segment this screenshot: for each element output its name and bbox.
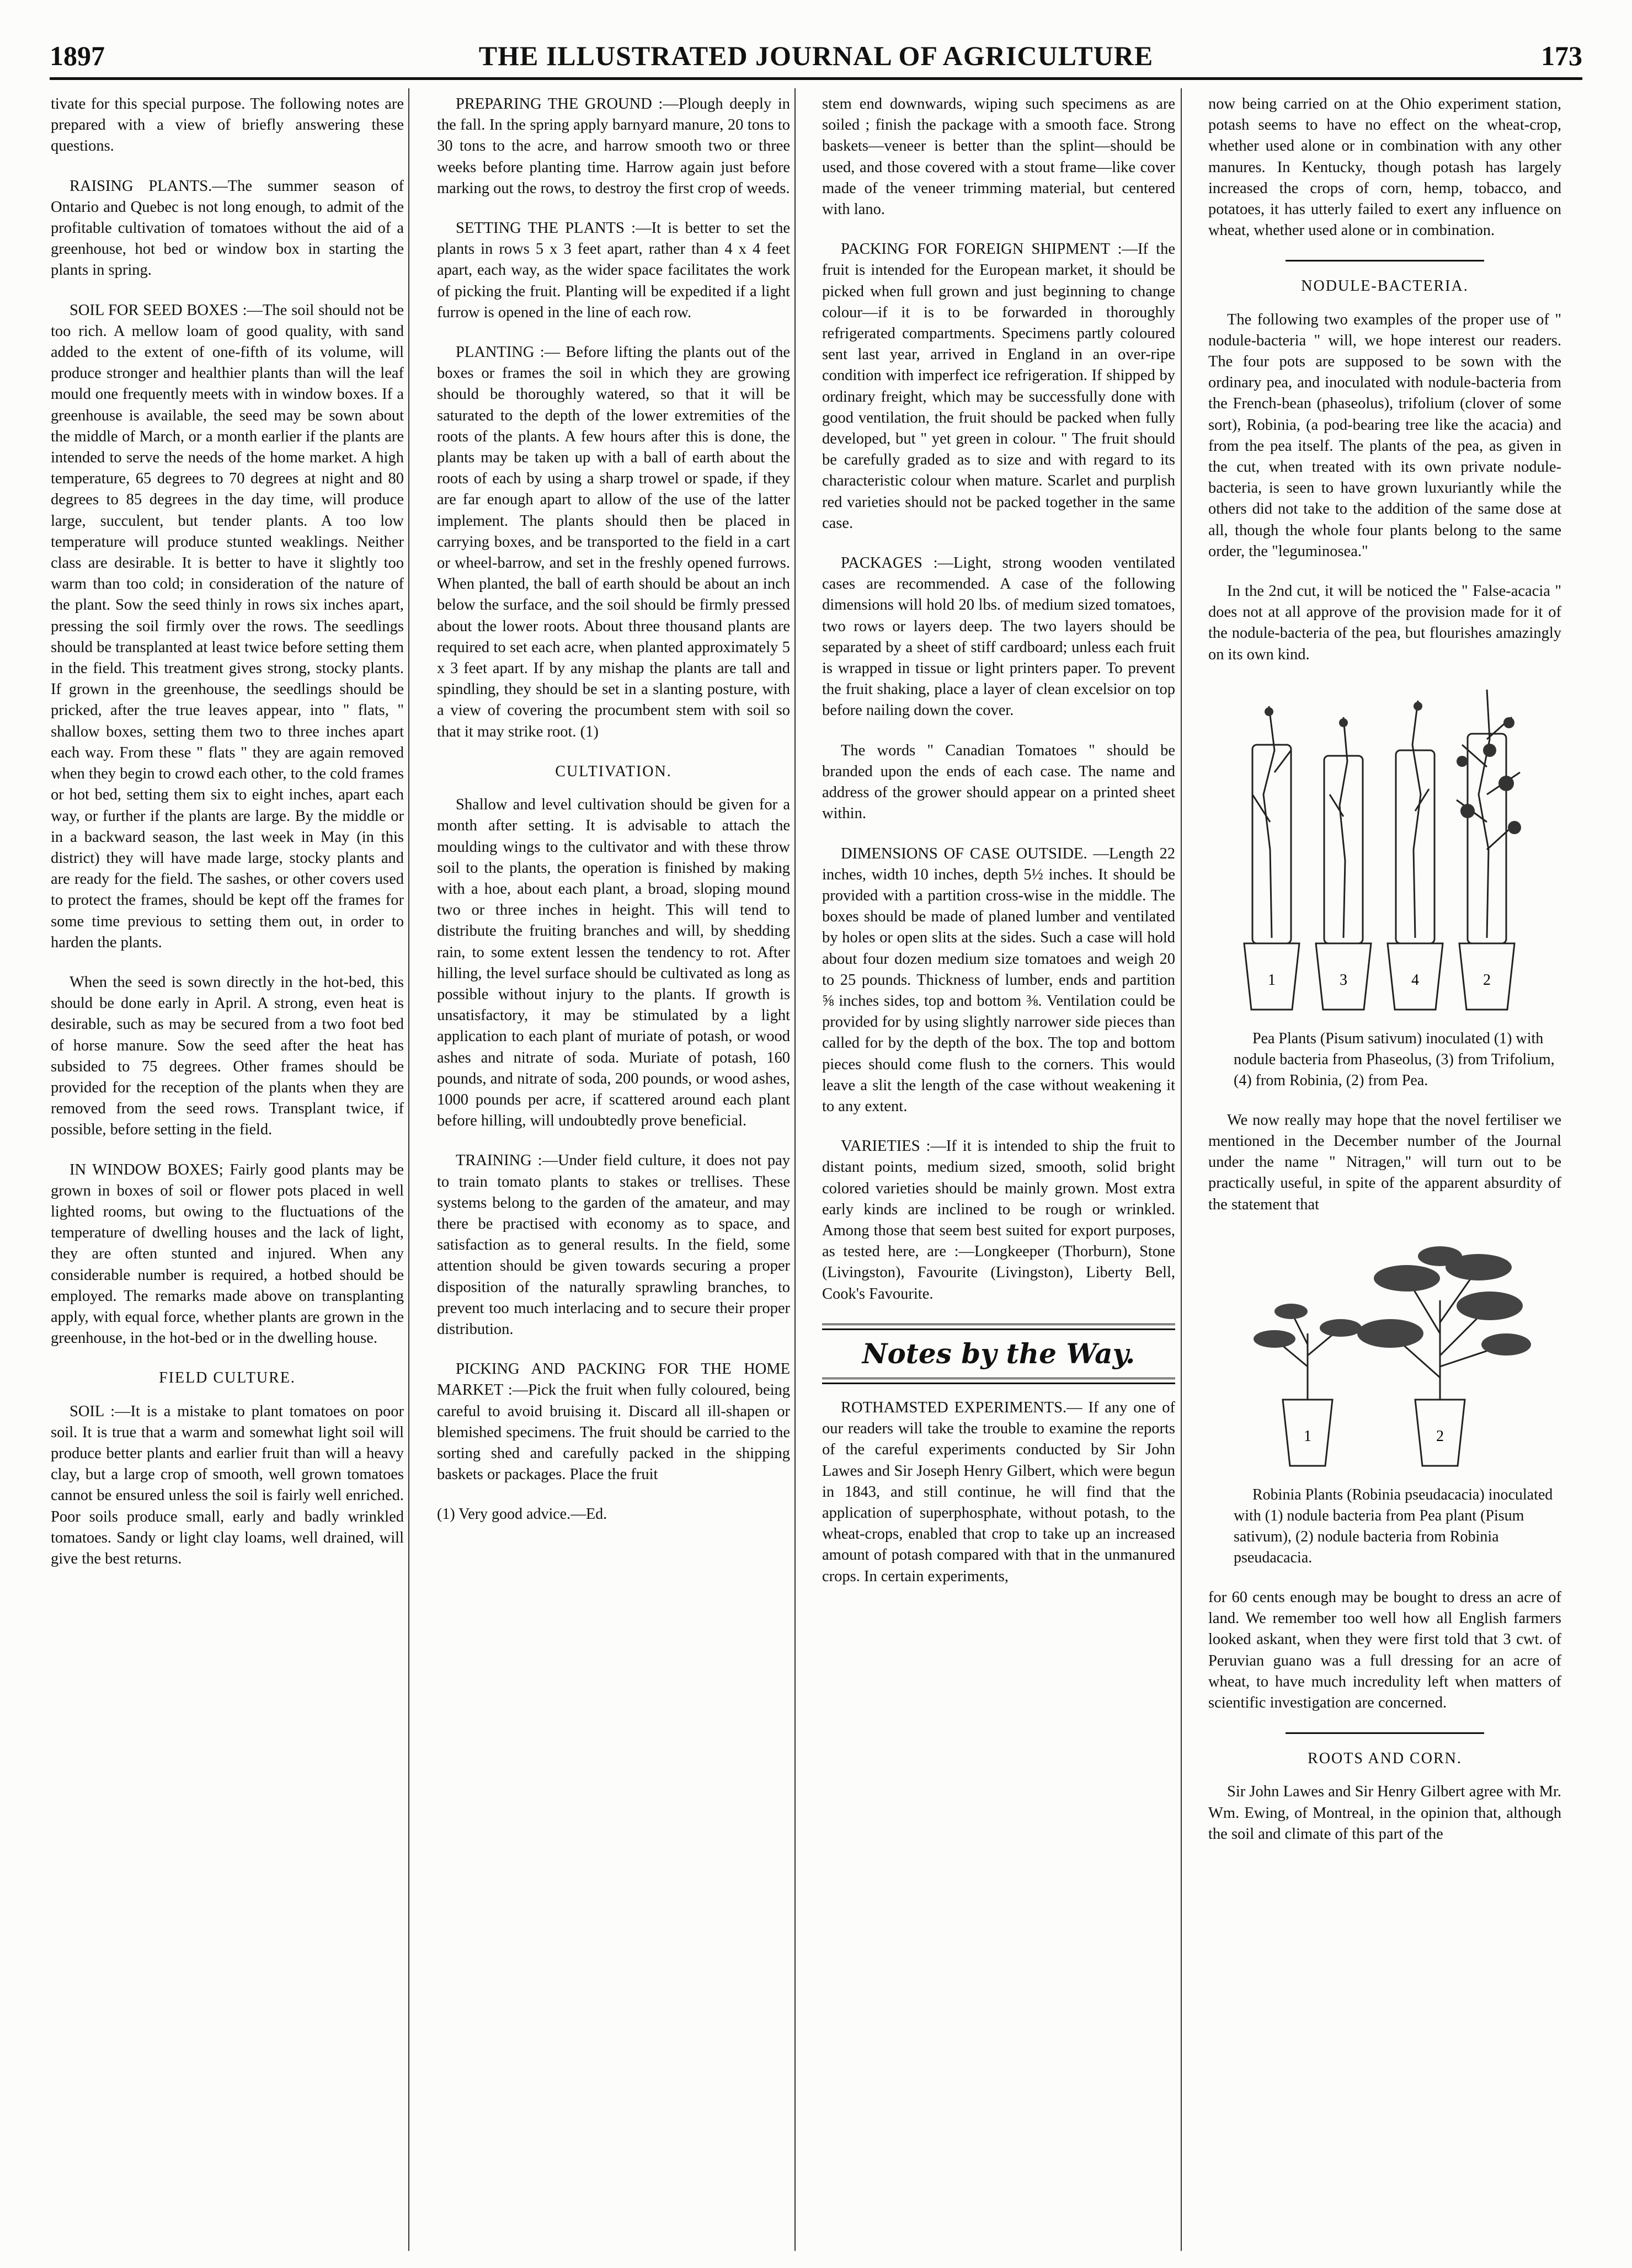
paragraph: SOIL FOR SEED BOXES :—The soil should not be too rich. A mellow loam of good quality, with sand added to the extent of one-fifth of its volume, will produce stronger and healthier plants than will the leaf mould one frequently meets with in window boxes. If a greenhouse is available, the seed may be sown about the middle of March, or a month earlier if the plants are intended to serve the needs of the home market. A high temperature, 65 degrees to 70 degrees at night and 80 degrees to 85 degrees in the day time, will produce large, succulent, but tender plants. A too low temperature will produce stunted weaklings. Neither class are desirable. It is better to have it slightly too warm than too cold; in consideration of the nature of the plant. Sow the seed thinly in rows six inches apart, pressing the soil firmly over the rows. The seedlings should be transplanted at least twice before setting them in the field. This treatment gives strong, stocky plants. If grown in the greenhouse, the seedlings should be pricked, after the true leaves appear, into " flats, " shallow boxes, setting them two to three inches apart each way. From these " flats " they are again removed when they begin to crowd each other, to the cold frames or hot bed, setting them six to eight inches, apart each way, or further if the plants are large. By the middle or in a backward season, the last week in May (in this district) they will have made large, stocky plants and are ready for the field. The sashes, or other covers used to protect the frames, should be kept off the frames for some time previous to setting them out, in order to harden the plants. bbox=[51, 301, 404, 951]
page-number: 173 bbox=[1541, 40, 1582, 71]
section-heading: ROOTS AND CORN. bbox=[1308, 1750, 1462, 1768]
paragraph: PICKING AND PACKING FOR THE HOME MARKET :—Pick the fruit when fully coloured, being careful to avoid bruising it. Discard all ill-shapen or blemished specimens. The fruit should be carried to the sorting shed and carefully packed in the shipping baskets or packages. Place the fruit bbox=[437, 1360, 790, 1483]
header-year: 1897 bbox=[50, 40, 105, 71]
paragraph: Shallow and level cultivation should be given for a month after setting. It is advisable to attach the moulding wings to the cultivator and with these throw soil to the plants, the operation is finished by making with a hoe, about each plant, a broad, sloping mound two or three inches in height. This will tend to distribute the fruiting branches and will, by shedding rain, to some extent lessen the tendency to rot. After hilling, the level surface should be cultivated as long as possible without injury to the plants. If growth is unsatisfactory, it may be stimulated by a light application to each plant of muriate of potash, or wood ashes and nitrate of soda. Muriate of potash, 160 pounds, and nitrate of soda, 200 pounds, or wood ashes, 1000 pounds per acre, if scattered around each plant before hilling, will undoubtedly prove beneficial. bbox=[437, 796, 790, 1130]
paragraph: ROTHAMSTED EXPERIMENTS.— If any one of our readers will take the trouble to examine the reports of the careful experiments conducted by Sir John Lawes and Sir Joseph Henry Gilbert, which were begun in 1843, and still continue, he will find that the application of superphosphate, without potash, to the wheat-crops, enabled that crop to take up an increased amount of potash compared with that in the unmanured crops. In certain experiments, bbox=[822, 1399, 1175, 1585]
section-heading: NODULE-BACTERIA. bbox=[1301, 278, 1469, 295]
paragraph: for 60 cents enough may be bought to dress an acre of land. We remember too well how all English farmers looked askant, when they were first told that 3 cwt. of Peruvian guano was a full dressing for an acre of wheat, to have much incredulity left when matters of scientific investigation are concerned. bbox=[1208, 1588, 1561, 1711]
paragraph: In the 2nd cut, it will be noticed the " False-acacia " does not at all approve of the provision made for it of the nodule-bacteria of the pea, but flourishes amazingly on its own kind. bbox=[1208, 583, 1561, 663]
pot-label: 1 bbox=[1268, 971, 1276, 989]
column-1 bbox=[51, 94, 404, 2256]
paragraph: tivate for this special purpose. The following notes are prepared with a view of briefly answering these questions. bbox=[51, 95, 404, 155]
column-divider bbox=[1181, 88, 1182, 2251]
pot-label: 3 bbox=[1340, 971, 1347, 989]
section-rule bbox=[822, 1324, 1175, 1330]
column-3 bbox=[822, 94, 1175, 2256]
column-divider bbox=[408, 88, 409, 2251]
figure-caption: Robinia Plants (Robinia pseudacacia) inoculated with (1) nodule bacteria from Pea plant (Pisum sativum), (2) nodule bacteria from Robinia pseudacacia. bbox=[1234, 1486, 1553, 1566]
paragraph: DIMENSIONS OF CASE OUTSIDE. —Length 22 inches, width 10 inches, depth 5½ inches. It should be provided with a partition cross-wise in the middle. The boxes should be made of planed lumber and ventilated by holes or open slits at the sides. Such a case will hold about four dozen medium size tomatoes and weigh 20 to 25 pounds. Thickness of lumber, ends and partition ⅝ inches sides, top and bottom ⅜. Ventilation could be provided for by using slightly narrower side pieces than called for by the depth of the box. The top and bottom pieces should come flush to the corners. This would leave a slit the length of the case without weakening it to any extent. bbox=[822, 845, 1175, 1115]
pot-label: 2 bbox=[1436, 1427, 1444, 1445]
paragraph: stem end downwards, wiping such specimens as are soiled ; finish the package with a smooth face. Strong baskets—veneer is better than the splint—should be used, and those covered with a stout frame—like cover made of the veneer trimming material, but centered with lano. bbox=[822, 95, 1175, 218]
pot-label: 1 bbox=[1304, 1427, 1311, 1445]
paragraph: PLANTING :— Before lifting the plants out of the boxes or frames the soil in which they are growing should be thoroughly watered, so that it will be saturated to the depth of the lower extremities of the roots of the plants. A few hours after this is done, the plants may be taken up with a ball of earth about the roots of each by using a sharp trowel or spade, if they are far enough apart to allow of the use of the latter implement. The plants should then be placed in carrying boxes, and be transported to the field in a cart or wheel-barrow, and set in the freshly opened furrows. When planted, the ball of earth should be about an inch below the surface, and the soil should be firmly pressed about the lower roots. About three thousand plants are required to set each acre, when planted approximately 5 x 3 feet apart. If by any mishap the plants are tall and spindling, they should be set in a slanting posture, with a view of covering the procumbent stem with soil so that it may strike root. (1) bbox=[437, 344, 790, 740]
paragraph: SOIL :—It is a mistake to plant tomatoes on poor soil. It is true that a warm and somewhat light soil will produce better plants and earlier fruit than will a heavy clay, but a large crop of smooth, well grown tomatoes cannot be ensured unless the soil is fairly well enriched. Poor soils produce small, early and badly wrinkled tomatoes. Sandy or light clay loams, well drained, will give the best returns. bbox=[51, 1402, 404, 1567]
paragraph: SETTING THE PLANTS :—It is better to set the plants in rows 5 x 3 feet apart, rather than 4 x 4 feet apart, each way, as the wider space facilitates the work of picking the fruit. Planting will be expedited if a light furrow is opened in the line of each row. bbox=[437, 220, 790, 321]
paragraph: The words " Canadian Tomatoes " should be branded upon the ends of each case. The name and address of the grower should appear on a printed sheet within. bbox=[822, 741, 1175, 823]
section-heading: FIELD CULTURE. bbox=[159, 1369, 296, 1387]
pot-label: 2 bbox=[1483, 971, 1491, 989]
journal-title: THE ILLUSTRATED JOURNAL OF AGRICULTURE bbox=[478, 40, 1154, 71]
paragraph: RAISING PLANTS.—The summer season of Ontario and Quebec is not long enough, to admit of the profitable cultivation of tomatoes without the aid of a greenhouse, hot bed or window box in starting the plants in spring. bbox=[51, 177, 404, 279]
column-divider bbox=[794, 88, 796, 2251]
paragraph: PACKING FOR FOREIGN SHIPMENT :—If the fruit is intended for the European market, it should be picked when full grown and just beginning to change colour—if it is to be forwarded in thoroughly refrigerated compartments. Specimens partly coloured sent last year, arrived in England in an over-ripe condition with imperfect ice refrigeration. If shipped by ordinary freight, which may be successfully done with good ventilation, the fruit should be packed when fully developed, but " yet green in colour. " The fruit should be carefully graded as to size and with regard to its characteristic colour when mature. Scarlet and purplish red varieties should not be packed together in the same case. bbox=[822, 241, 1175, 532]
divider bbox=[1286, 260, 1484, 262]
paragraph: VARIETIES :—If it is intended to ship the fruit to distant points, medium sized, smooth, solid bright colored varieties should be mainly grown. Most extra early kinds are inclined to be rough or wrinkled. Among those that seem best suited for export purposes, as tested here, are :—Longkeeper (Thorburn), Stone (Livingston), Favourite (Livingston), Liberty Bell, Cook's Favourite. bbox=[822, 1138, 1175, 1303]
paragraph: PREPARING THE GROUND :—Plough deeply in the fall. In the spring apply barnyard manure, 20 tons to 30 tons to the acre, and harrow smooth two or three weeks before planting time. Harrow again just before marking out the rows, to destroy the first crop of weeds. bbox=[437, 95, 790, 197]
paragraph: The following two examples of the proper use of " nodule-bacteria " will, we hope interest our readers. The four pots are supposed to be sown with the ordinary pea, and inoculated with nodule-bacteria from the French-bean (phaseolus), trifolium (clover of some sort), Robinia, (a pod-bearing tree like the acacia) and from the pea itself. The plants of the pea, as given in the cut, when treated with its own private nodule-bacteria, is seen to have grown luxuriantly while the others did not take to the addition of the same dose at all, though the whole four plants belong to the same order, the "leguminosea." bbox=[1208, 311, 1561, 560]
pea-plants-illustration bbox=[1230, 684, 1539, 1015]
paragraph: PACKAGES :—Light, strong wooden ventilated cases are recommended. A case of the following dimensions will hold 20 lbs. of medium sized tomatoes, two rows or layers deep. The two layers should be separated by a sheet of stiff cardboard; unless each fruit is wrapped in tissue or light printers paper. To prevent the fruit shaking, place a layer of clean excelsior on top before nailing down the cover. bbox=[822, 554, 1175, 719]
robinia-plants-illustration bbox=[1230, 1234, 1539, 1471]
section-heading: CULTIVATION. bbox=[555, 762, 672, 780]
paragraph: Sir John Lawes and Sir Henry Gilbert agree with Mr. Wm. Ewing, of Montreal, in the opinion that, although the soil and climate of this part of the bbox=[1208, 1783, 1561, 1843]
divider bbox=[1286, 1732, 1484, 1734]
paragraph: IN WINDOW BOXES; Fairly good plants may be grown in boxes of soil or flower pots placed in well lighted rooms, but owing to the fluctuations of the temperature of dwelling houses and the lack of light, they are often stunted and injured. When any considerable number is required, a hotbed should be employed. The remarks made above on transplanting apply, with equal force, whether plants are grown in the greenhouse, in the hot-bed or in the dwelling house. bbox=[51, 1161, 404, 1347]
column-4 bbox=[1208, 94, 1561, 2256]
pot-label: 4 bbox=[1411, 971, 1419, 989]
figure-caption: Pea Plants (Pisum sativum) inoculated (1) with nodule bacteria from Phaseolus, (3) from Trifolium, (4) from Robinia, (2) from Pea. bbox=[1234, 1029, 1555, 1089]
section-rule bbox=[822, 1378, 1175, 1384]
paragraph: We now really may hope that the novel fertiliser we mentioned in the December number of the Journal under the name " Nitragen," will turn out to be practically useful, in spite of the apparent absurdity of the statement that bbox=[1208, 1111, 1561, 1213]
footnote: (1) Very good advice.—Ed. bbox=[437, 1506, 607, 1523]
column-2 bbox=[437, 94, 790, 2256]
section-banner: Notes by the Way. bbox=[862, 1337, 1135, 1370]
paragraph: When the seed is sown directly in the hot-bed, this should be done early in April. A strong, even heat is desirable, such as may be secured from a two foot bed of horse manure. Sow the seed after the heat has subsided to 75 degrees. Other frames should be provided for the reception of the plants when they are removed from the seed rows. Transplant twice, if possible, before setting in the field. bbox=[51, 973, 404, 1139]
paragraph: TRAINING :—Under field culture, it does not pay to train tomato plants to stakes or trellises. These systems belong to the garden of the amateur, and may there be practised with economy as to space, and satisfaction as to general results. In the field, some attention should be given towards securing a proper disposition of the naturally sprawling branches, to prevent too much interlacing and to secure their proper distribution. bbox=[437, 1152, 790, 1338]
header-rule bbox=[50, 77, 1582, 80]
paragraph: now being carried on at the Ohio experiment station, potash seems to have no effect on the wheat-crop, whether used alone or in combination with any other manures. In Kentucky, though potash has largely increased the crops of corn, hemp, tobacco, and potatoes, it has utterly failed to exert any influence on wheat, whether used alone or in combination. bbox=[1208, 95, 1561, 239]
